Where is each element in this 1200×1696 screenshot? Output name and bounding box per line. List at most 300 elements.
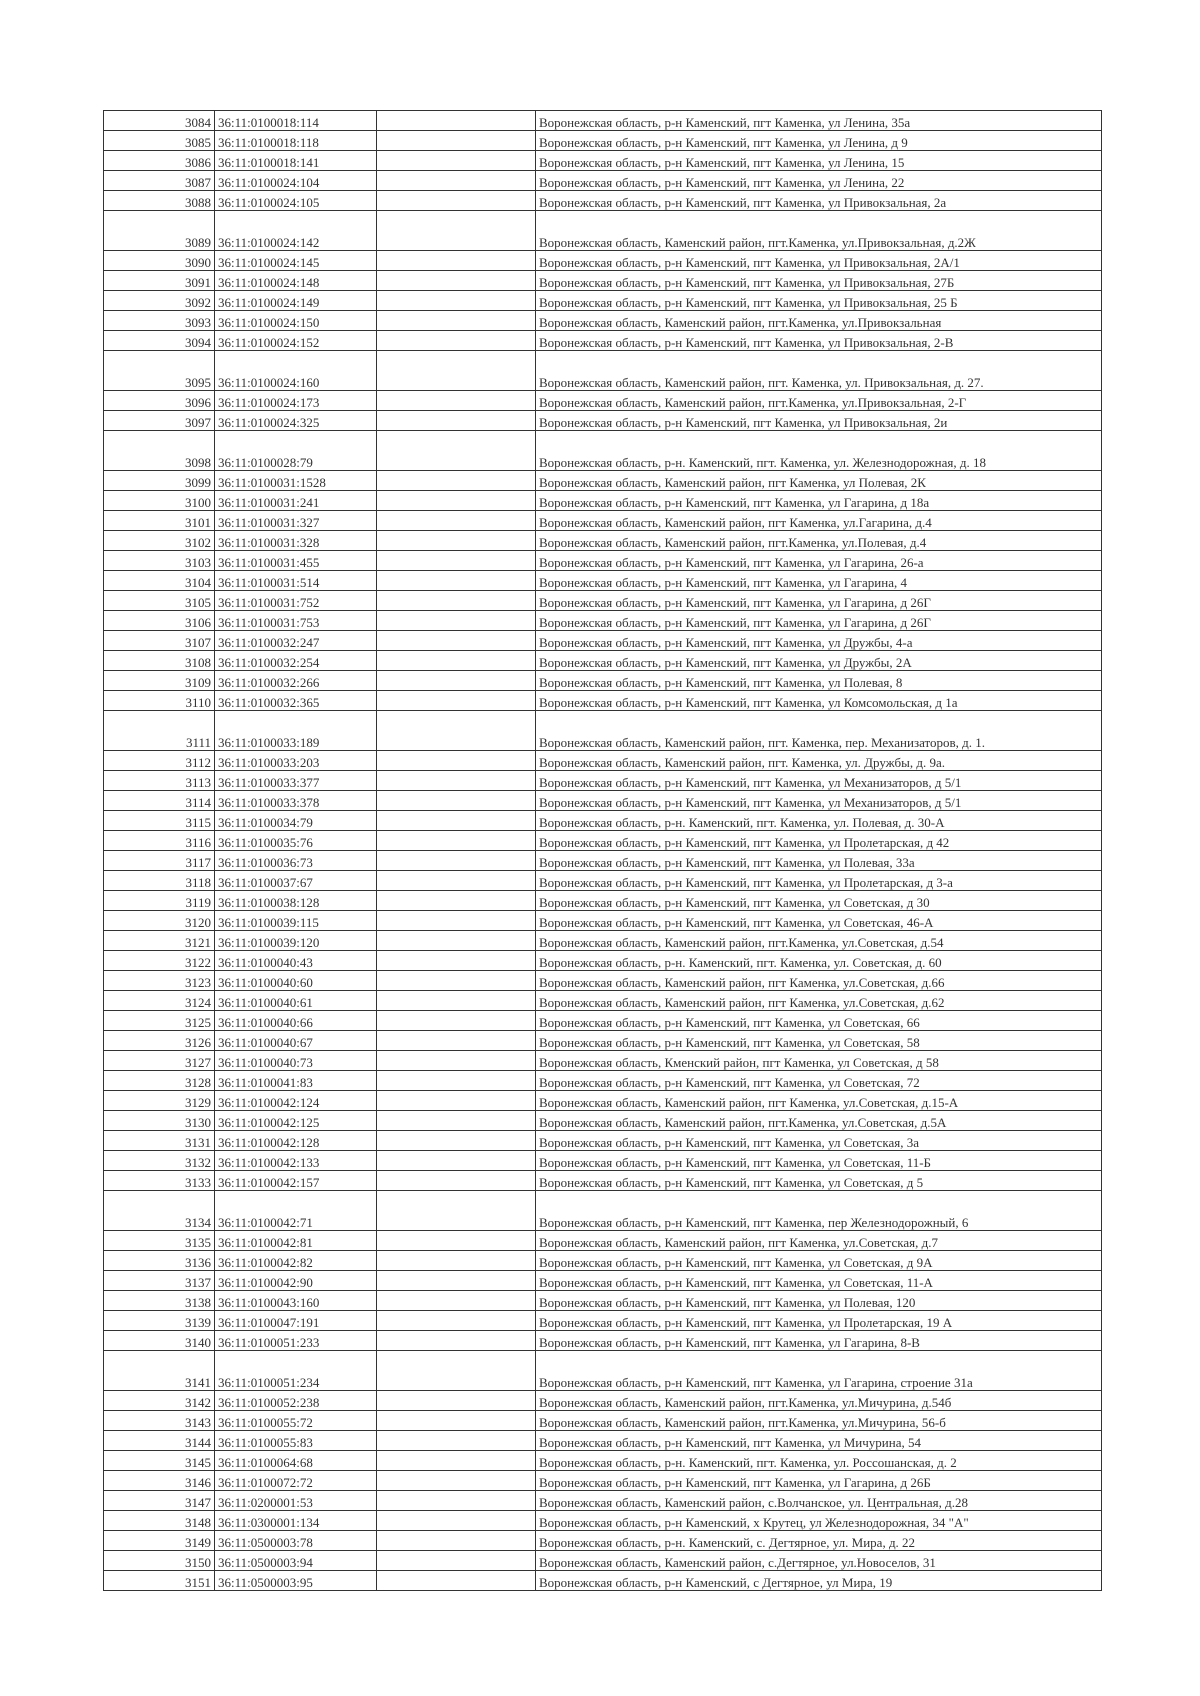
empty-cell [377,991,536,1011]
row-number-cell: 3121 [104,931,215,951]
empty-cell [377,871,536,891]
table-row [104,291,1102,311]
row-number-cell: 3137 [104,1271,215,1291]
address-cell: Воронежская область, р-н Каменский, пгт Каменка, ул Гагарина, 8-В [536,1331,1102,1351]
empty-cell [377,1091,536,1111]
cadastral-number-cell: 36:11:0100033:378 [215,791,377,811]
table-row [104,831,1102,851]
table-row [104,1011,1102,1031]
table-row [104,751,1102,771]
row-number-cell: 3104 [104,571,215,591]
table-row [104,351,1102,391]
table-row [104,271,1102,291]
row-number-cell: 3126 [104,1031,215,1051]
table-row [104,1331,1102,1351]
address-cell: Воронежская область, р-н Каменский, пгт Каменка, ул Советская, 46-А [536,911,1102,931]
empty-cell [377,971,536,991]
address-cell: Воронежская область, Каменский район, пгт Каменка, ул.Гагарина, д.4 [536,511,1102,531]
address-cell: Воронежская область, р-н Каменский, пгт Каменка, ул Советская, 11-А [536,1271,1102,1291]
cadastral-number-cell: 36:11:0300001:134 [215,1511,377,1531]
cadastral-number-cell: 36:11:0100042:124 [215,1091,377,1111]
cadastral-number-cell: 36:11:0100034:79 [215,811,377,831]
row-number-cell: 3095 [104,351,215,391]
cadastral-number-cell: 36:11:0500003:94 [215,1551,377,1571]
table-row [104,911,1102,931]
empty-cell [377,851,536,871]
cadastral-number-cell: 36:11:0100024:104 [215,171,377,191]
row-number-cell: 3092 [104,291,215,311]
row-number-cell: 3110 [104,691,215,711]
cadastral-number-cell: 36:11:0100032:254 [215,651,377,671]
table-row [104,251,1102,271]
table-row [104,1311,1102,1331]
cadastral-number-cell: 36:11:0100031:455 [215,551,377,571]
table-row [104,671,1102,691]
table-row [104,311,1102,331]
row-number-cell: 3114 [104,791,215,811]
empty-cell [377,1191,536,1231]
cadastral-number-cell: 36:11:0100024:150 [215,311,377,331]
row-number-cell: 3138 [104,1291,215,1311]
table-row [104,171,1102,191]
address-cell: Воронежская область, р-н Каменский, пгт Каменка, ул Советская, д 5 [536,1171,1102,1191]
empty-cell [377,1291,536,1311]
empty-cell [377,711,536,751]
table-row [104,951,1102,971]
empty-cell [377,1311,536,1331]
address-cell: Воронежская область, р-н Каменский, пгт Каменка, ул Гагарина, 4 [536,571,1102,591]
address-cell: Воронежская область, Каменский район, пгт.Каменка, ул.Привокзальная, 2-Г [536,391,1102,411]
cadastral-number-cell: 36:11:0100042:71 [215,1191,377,1231]
cadastral-number-cell: 36:11:0100052:238 [215,1391,377,1411]
address-cell: Воронежская область, р-н Каменский, пгт Каменка, ул Ленина, 22 [536,171,1102,191]
table-row [104,971,1102,991]
cadastral-number-cell: 36:11:0100040:43 [215,951,377,971]
address-cell: Воронежская область, р-н. Каменский, с. Дегтярное, ул. Мира, д. 22 [536,1531,1102,1551]
address-cell: Воронежская область, Каменский район, пгт.Каменка, ул.Полевая, д.4 [536,531,1102,551]
row-number-cell: 3129 [104,1091,215,1111]
empty-cell [377,1131,536,1151]
empty-cell [377,1031,536,1051]
table-row [104,191,1102,211]
address-cell: Воронежская область, р-н. Каменский, пгт. Каменка, ул. Советская, д. 60 [536,951,1102,971]
address-cell: Воронежская область, р-н Каменский, пгт Каменка, ул Привокзальная, 2а [536,191,1102,211]
address-cell: Воронежская область, Каменский район, пгт Каменка, ул.Советская, д.7 [536,1231,1102,1251]
table-row [104,491,1102,511]
address-cell: Воронежская область, р-н Каменский, пгт Каменка, ул Комсомольская, д 1а [536,691,1102,711]
address-cell: Воронежская область, р-н Каменский, пгт Каменка, ул Советская, д 9А [536,1251,1102,1271]
row-number-cell: 3149 [104,1531,215,1551]
row-number-cell: 3118 [104,871,215,891]
empty-cell [377,1331,536,1351]
row-number-cell: 3123 [104,971,215,991]
table-row [104,1531,1102,1551]
empty-cell [377,1051,536,1071]
table-row [104,111,1102,131]
row-number-cell: 3111 [104,711,215,751]
cadastral-number-cell: 36:11:0100032:266 [215,671,377,691]
empty-cell [377,891,536,911]
empty-cell [377,1271,536,1291]
cadastral-number-cell: 36:11:0100033:203 [215,751,377,771]
registry-table-body [104,111,1102,1591]
address-cell: Воронежская область, Каменский район, пгт.Каменка, ул.Привокзальная [536,311,1102,331]
address-cell: Воронежская область, Каменский район, пгт. Каменка, ул. Привокзальная, д. 27. [536,351,1102,391]
table-row [104,891,1102,911]
row-number-cell: 3141 [104,1351,215,1391]
cadastral-number-cell: 36:11:0100064:68 [215,1451,377,1471]
cadastral-number-cell: 36:11:0100042:157 [215,1171,377,1191]
empty-cell [377,751,536,771]
table-row [104,591,1102,611]
cadastral-number-cell: 36:11:0100040:66 [215,1011,377,1031]
table-row [104,1411,1102,1431]
empty-cell [377,911,536,931]
address-cell: Воронежская область, Каменский район, пгт. Каменка, пер. Механизаторов, д. 1. [536,711,1102,751]
table-row [104,411,1102,431]
cadastral-number-cell: 36:11:0500003:95 [215,1571,377,1591]
empty-cell [377,491,536,511]
table-row [104,151,1102,171]
empty-cell [377,591,536,611]
row-number-cell: 3151 [104,1571,215,1591]
empty-cell [377,291,536,311]
empty-cell [377,1111,536,1131]
table-row [104,1351,1102,1391]
address-cell: Воронежская область, р-н Каменский, пгт Каменка, ул Ленина, 15 [536,151,1102,171]
cadastral-number-cell: 36:11:0100018:141 [215,151,377,171]
address-cell: Воронежская область, р-н Каменский, пгт Каменка, ул Гагарина, 26-а [536,551,1102,571]
cadastral-number-cell: 36:11:0100042:125 [215,1111,377,1131]
row-number-cell: 3125 [104,1011,215,1031]
cadastral-number-cell: 36:11:0100024:160 [215,351,377,391]
empty-cell [377,251,536,271]
table-row [104,471,1102,491]
cadastral-number-cell: 36:11:0100024:173 [215,391,377,411]
row-number-cell: 3096 [104,391,215,411]
address-cell: Воронежская область, Каменский район, пгт.Каменка, ул.Привокзальная, д.2Ж [536,211,1102,251]
empty-cell [377,1511,536,1531]
row-number-cell: 3094 [104,331,215,351]
row-number-cell: 3136 [104,1251,215,1271]
cadastral-number-cell: 36:11:0100047:191 [215,1311,377,1331]
empty-cell [377,931,536,951]
row-number-cell: 3093 [104,311,215,331]
empty-cell [377,171,536,191]
address-cell: Воронежская область, р-н Каменский, пгт Каменка, ул Ленина, 35а [536,111,1102,131]
table-row [104,531,1102,551]
cadastral-number-cell: 36:11:0100024:105 [215,191,377,211]
empty-cell [377,131,536,151]
cadastral-number-cell: 36:11:0100037:67 [215,871,377,891]
row-number-cell: 3146 [104,1471,215,1491]
address-cell: Воронежская область, р-н Каменский, пгт Каменка, ул Пролетарская, 19 А [536,1311,1102,1331]
table-row [104,1511,1102,1531]
cadastral-number-cell: 36:11:0100031:1528 [215,471,377,491]
address-cell: Воронежская область, Каменский район, пгт.Каменка, ул.Мичурина, д.54б [536,1391,1102,1411]
address-cell: Воронежская область, р-н Каменский, пгт Каменка, ул Привокзальная, 2-В [536,331,1102,351]
address-cell: Воронежская область, р-н Каменский, пгт Каменка, ул Мичурина, 54 [536,1431,1102,1451]
empty-cell [377,671,536,691]
row-number-cell: 3085 [104,131,215,151]
table-row [104,711,1102,751]
address-cell: Воронежская область, р-н Каменский, пгт Каменка, ул Дружбы, 2А [536,651,1102,671]
row-number-cell: 3148 [104,1511,215,1531]
empty-cell [377,411,536,431]
row-number-cell: 3140 [104,1331,215,1351]
address-cell: Воронежская область, Каменский район, пгт. Каменка, ул. Дружбы, д. 9а. [536,751,1102,771]
empty-cell [377,1451,536,1471]
cadastral-number-cell: 36:11:0100040:73 [215,1051,377,1071]
cadastral-number-cell: 36:11:0100028:79 [215,431,377,471]
address-cell: Воронежская область, р-н Каменский, пгт Каменка, ул Полевая, 33а [536,851,1102,871]
address-cell: Воронежская область, р-н Каменский, х Крутец, ул Железнодорожная, 34 "А" [536,1511,1102,1531]
row-number-cell: 3106 [104,611,215,631]
cadastral-number-cell: 36:11:0100043:160 [215,1291,377,1311]
cadastral-number-cell: 36:11:0100031:241 [215,491,377,511]
empty-cell [377,1231,536,1251]
row-number-cell: 3086 [104,151,215,171]
cadastral-number-cell: 36:11:0100024:149 [215,291,377,311]
cadastral-number-cell: 36:11:0100031:514 [215,571,377,591]
empty-cell [377,511,536,531]
address-cell: Воронежская область, Каменский район, пгт Каменка, ул.Советская, д.66 [536,971,1102,991]
table-row [104,1111,1102,1131]
row-number-cell: 3099 [104,471,215,491]
row-number-cell: 3119 [104,891,215,911]
table-row [104,991,1102,1011]
cadastral-number-cell: 36:11:0100042:82 [215,1251,377,1271]
table-row [104,551,1102,571]
address-cell: Воронежская область, р-н Каменский, пгт Каменка, ул Советская, д 30 [536,891,1102,911]
address-cell: Воронежская область, р-н Каменский, пгт Каменка, пер Железнодорожный, 6 [536,1191,1102,1231]
cadastral-number-cell: 36:11:0100031:753 [215,611,377,631]
cadastral-number-cell: 36:11:0100042:90 [215,1271,377,1291]
table-row [104,1071,1102,1091]
table-row [104,1091,1102,1111]
empty-cell [377,1471,536,1491]
address-cell: Воронежская область, Каменский район, с.Дегтярное, ул.Новоселов, 31 [536,1551,1102,1571]
row-number-cell: 3147 [104,1491,215,1511]
address-cell: Воронежская область, р-н Каменский, пгт Каменка, ул Гагарина, д 26Г [536,611,1102,631]
cadastral-number-cell: 36:11:0100038:128 [215,891,377,911]
table-row [104,1031,1102,1051]
address-cell: Воронежская область, р-н Каменский, пгт Каменка, ул Советская, 3а [536,1131,1102,1151]
cadastral-number-cell: 36:11:0100042:81 [215,1231,377,1251]
empty-cell [377,471,536,491]
table-row [104,851,1102,871]
address-cell: Воронежская область, р-н Каменский, пгт Каменка, ул Полевая, 8 [536,671,1102,691]
row-number-cell: 3131 [104,1131,215,1151]
address-cell: Воронежская область, р-н Каменский, с Дегтярное, ул Мира, 19 [536,1571,1102,1591]
address-cell: Воронежская область, р-н Каменский, пгт Каменка, ул Советская, 58 [536,1031,1102,1051]
row-number-cell: 3101 [104,511,215,531]
empty-cell [377,311,536,331]
cadastral-number-cell: 36:11:0100024:325 [215,411,377,431]
row-number-cell: 3128 [104,1071,215,1091]
table-row [104,1251,1102,1271]
cadastral-number-cell: 36:11:0100031:328 [215,531,377,551]
row-number-cell: 3132 [104,1151,215,1171]
row-number-cell: 3127 [104,1051,215,1071]
empty-cell [377,431,536,471]
row-number-cell: 3142 [104,1391,215,1411]
cadastral-number-cell: 36:11:0100039:115 [215,911,377,931]
row-number-cell: 3130 [104,1111,215,1131]
address-cell: Воронежская область, р-н Каменский, пгт Каменка, ул Полевая, 120 [536,1291,1102,1311]
table-row [104,1491,1102,1511]
cadastral-number-cell: 36:11:0100041:83 [215,1071,377,1091]
address-cell: Воронежская область, р-н Каменский, пгт Каменка, ул Дружбы, 4-а [536,631,1102,651]
empty-cell [377,571,536,591]
table-row [104,631,1102,651]
table-row [104,651,1102,671]
address-cell: Воронежская область, р-н Каменский, пгт Каменка, ул Гагарина, д 26Г [536,591,1102,611]
row-number-cell: 3134 [104,1191,215,1231]
table-row [104,1291,1102,1311]
address-cell: Воронежская область, Каменский район, с.Волчанское, ул. Центральная, д.28 [536,1491,1102,1511]
address-cell: Воронежская область, р-н Каменский, пгт Каменка, ул Пролетарская, д 42 [536,831,1102,851]
empty-cell [377,1071,536,1091]
table-row [104,331,1102,351]
empty-cell [377,331,536,351]
row-number-cell: 3112 [104,751,215,771]
address-cell: Воронежская область, Каменский район, пгт Каменка, ул Полевая, 2К [536,471,1102,491]
empty-cell [377,531,536,551]
table-row [104,1131,1102,1151]
cadastral-number-cell: 36:11:0100018:118 [215,131,377,151]
address-cell: Воронежская область, р-н Каменский, пгт Каменка, ул Механизаторов, д 5/1 [536,791,1102,811]
empty-cell [377,391,536,411]
address-cell: Воронежская область, р-н Каменский, пгт Каменка, ул Пролетарская, д 3-а [536,871,1102,891]
empty-cell [377,611,536,631]
row-number-cell: 3150 [104,1551,215,1571]
row-number-cell: 3116 [104,831,215,851]
table-row [104,211,1102,251]
table-row [104,391,1102,411]
table-row [104,811,1102,831]
empty-cell [377,211,536,251]
row-number-cell: 3135 [104,1231,215,1251]
cadastral-number-cell: 36:11:0100031:752 [215,591,377,611]
empty-cell [377,691,536,711]
address-cell: Воронежская область, р-н Каменский, пгт Каменка, ул Советская, 11-Б [536,1151,1102,1171]
table-row [104,1471,1102,1491]
empty-cell [377,811,536,831]
address-cell: Воронежская область, р-н. Каменский, пгт. Каменка, ул. Железнодорожная, д. 18 [536,431,1102,471]
empty-cell [377,1391,536,1411]
row-number-cell: 3109 [104,671,215,691]
address-cell: Воронежская область, Кменский район, пгт Каменка, ул Советская, д 58 [536,1051,1102,1071]
table-row [104,1191,1102,1231]
table-row [104,691,1102,711]
row-number-cell: 3107 [104,631,215,651]
table-row [104,1231,1102,1251]
row-number-cell: 3100 [104,491,215,511]
cadastral-number-cell: 36:11:0500003:78 [215,1531,377,1551]
table-row [104,931,1102,951]
cadastral-number-cell: 36:11:0100040:67 [215,1031,377,1051]
cadastral-number-cell: 36:11:0100024:152 [215,331,377,351]
cadastral-number-cell: 36:11:0100033:377 [215,771,377,791]
empty-cell [377,1491,536,1511]
empty-cell [377,191,536,211]
table-row [104,571,1102,591]
cadastral-number-cell: 36:11:0100024:142 [215,211,377,251]
table-row [104,1051,1102,1071]
cadastral-number-cell: 36:11:0100031:327 [215,511,377,531]
row-number-cell: 3089 [104,211,215,251]
empty-cell [377,651,536,671]
cadastral-number-cell: 36:11:0100051:233 [215,1331,377,1351]
table-row [104,511,1102,531]
row-number-cell: 3091 [104,271,215,291]
address-cell: Воронежская область, р-н Каменский, пгт Каменка, ул Гагарина, д 18а [536,491,1102,511]
table-row [104,131,1102,151]
empty-cell [377,1551,536,1571]
empty-cell [377,1431,536,1451]
empty-cell [377,1351,536,1391]
table-row [104,791,1102,811]
table-row [104,871,1102,891]
address-cell: Воронежская область, р-н Каменский, пгт Каменка, ул Гагарина, строение 31а [536,1351,1102,1391]
cadastral-number-cell: 36:11:0100036:73 [215,851,377,871]
empty-cell [377,951,536,971]
cadastral-number-cell: 36:11:0100035:76 [215,831,377,851]
table-row [104,1431,1102,1451]
empty-cell [377,791,536,811]
table-row [104,771,1102,791]
row-number-cell: 3139 [104,1311,215,1331]
cadastral-number-cell: 36:11:0100051:234 [215,1351,377,1391]
row-number-cell: 3145 [104,1451,215,1471]
table-row [104,1151,1102,1171]
row-number-cell: 3124 [104,991,215,1011]
registry-table [103,110,1102,1591]
row-number-cell: 3087 [104,171,215,191]
cadastral-number-cell: 36:11:0100055:83 [215,1431,377,1451]
row-number-cell: 3090 [104,251,215,271]
empty-cell [377,1011,536,1031]
row-number-cell: 3097 [104,411,215,431]
address-cell: Воронежская область, р-н Каменский, пгт Каменка, ул Механизаторов, д 5/1 [536,771,1102,791]
row-number-cell: 3088 [104,191,215,211]
table-row [104,1271,1102,1291]
empty-cell [377,831,536,851]
row-number-cell: 3105 [104,591,215,611]
row-number-cell: 3133 [104,1171,215,1191]
address-cell: Воронежская область, р-н. Каменский, пгт. Каменка, ул. Полевая, д. 30-А [536,811,1102,831]
address-cell: Воронежская область, р-н Каменский, пгт Каменка, ул Привокзальная, 25 Б [536,291,1102,311]
cadastral-number-cell: 36:11:0100040:61 [215,991,377,1011]
address-cell: Воронежская область, р-н. Каменский, пгт. Каменка, ул. Россошанская, д. 2 [536,1451,1102,1471]
cadastral-number-cell: 36:11:0100072:72 [215,1471,377,1491]
address-cell: Воронежская область, Каменский район, пгт Каменка, ул.Советская, д.62 [536,991,1102,1011]
row-number-cell: 3115 [104,811,215,831]
empty-cell [377,1151,536,1171]
empty-cell [377,351,536,391]
row-number-cell: 3103 [104,551,215,571]
row-number-cell: 3120 [104,911,215,931]
empty-cell [377,151,536,171]
address-cell: Воронежская область, р-н Каменский, пгт Каменка, ул Привокзальная, 2А/1 [536,251,1102,271]
row-number-cell: 3143 [104,1411,215,1431]
empty-cell [377,1531,536,1551]
empty-cell [377,1571,536,1591]
row-number-cell: 3117 [104,851,215,871]
cadastral-number-cell: 36:11:0100040:60 [215,971,377,991]
cadastral-number-cell: 36:11:0100024:148 [215,271,377,291]
